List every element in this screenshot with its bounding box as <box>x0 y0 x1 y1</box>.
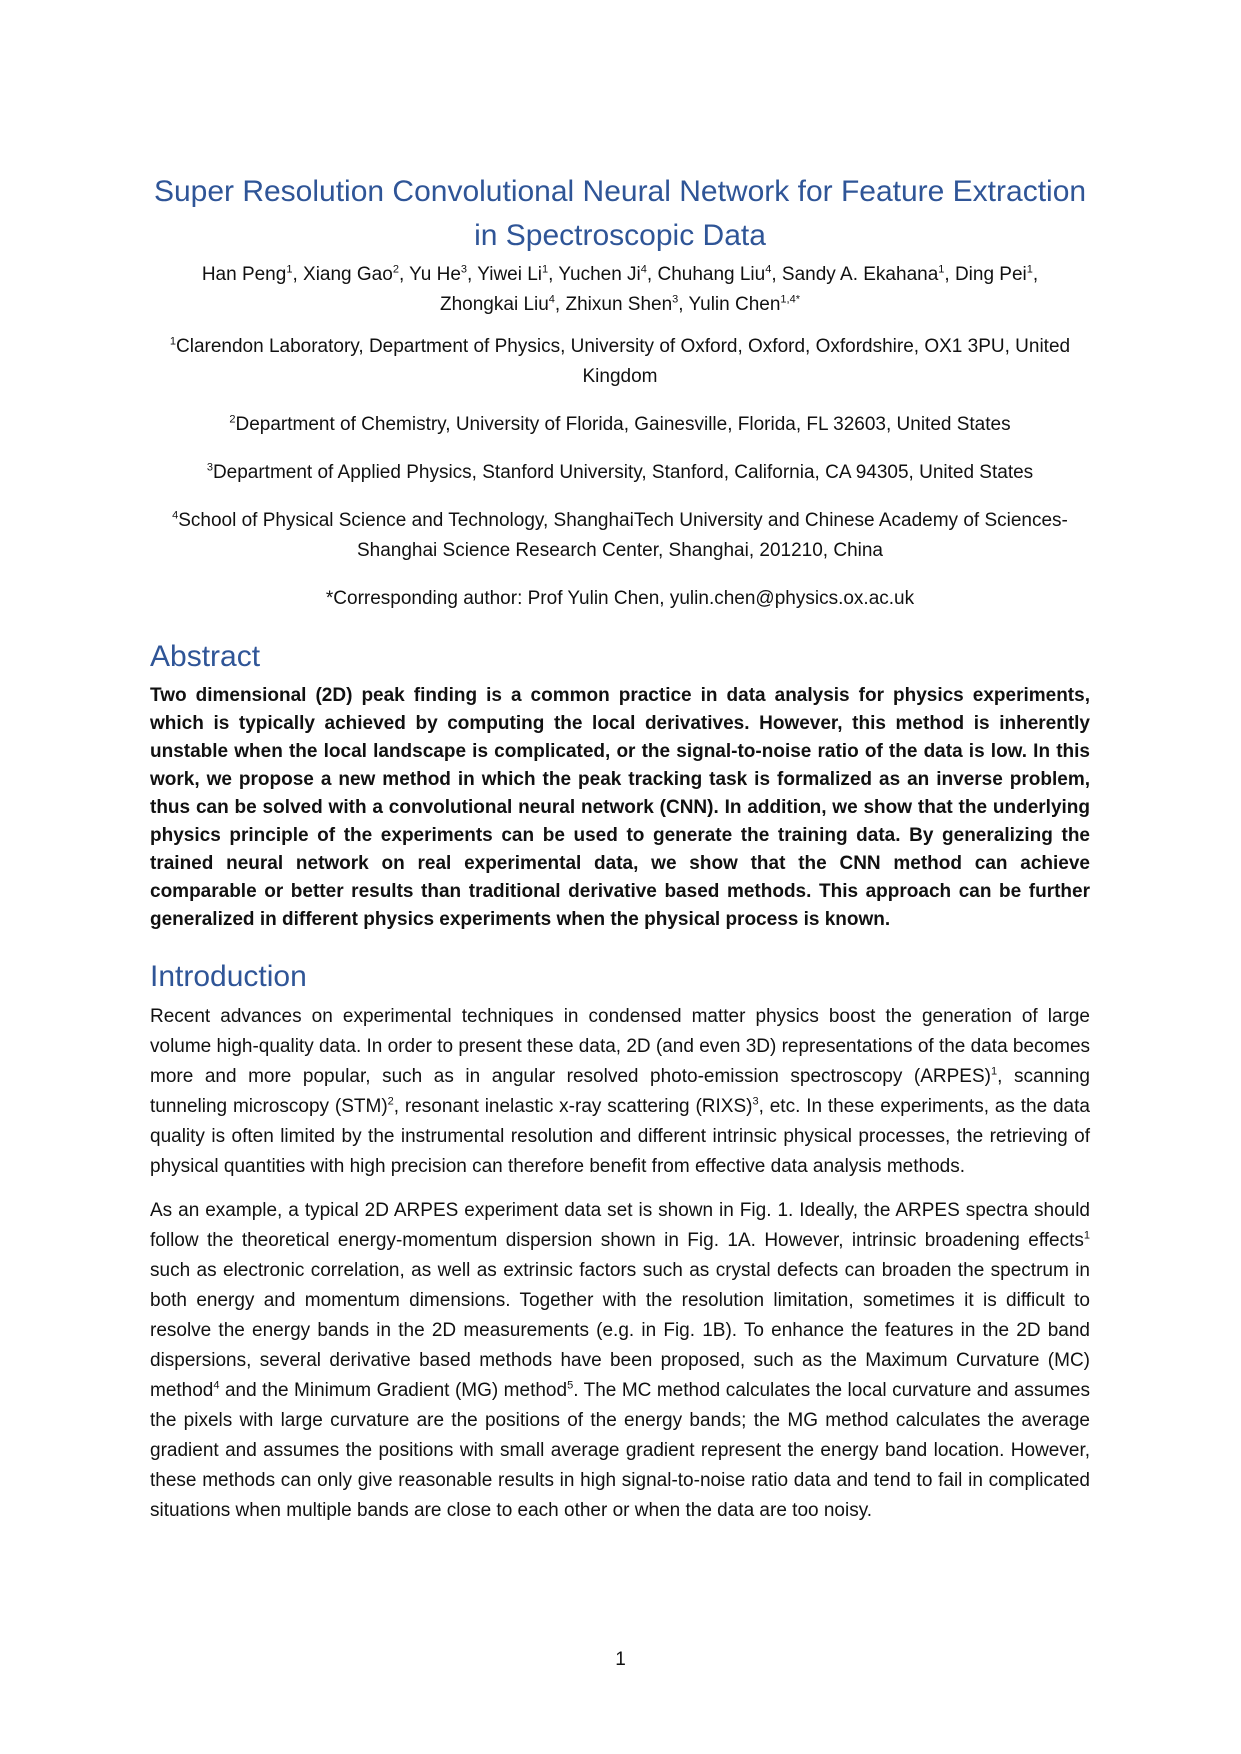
author-affiliation-mark: 1 <box>286 263 293 276</box>
text-run: As an example, a typical 2D ARPES experiment data set is shown in Fig. 1. Ideally, the ARPES spectra should follow the theoretical energy-momentum dispersion shown in Fig. 1A. However, intrinsic broadening effects <box>150 1200 1090 1251</box>
introduction-heading: Introduction <box>150 960 307 993</box>
paper-page <box>150 170 1090 1526</box>
author: Yulin Chen <box>688 294 781 315</box>
author-affiliation-mark: 1 <box>938 263 945 276</box>
citation-mark: 1 <box>1083 1229 1090 1242</box>
affiliation <box>150 332 1090 392</box>
author: Xiang Gao <box>303 264 393 285</box>
introduction-paragraph <box>150 1002 1090 1182</box>
citation-mark: 4 <box>213 1379 220 1392</box>
page-number: 1 <box>615 1649 626 1670</box>
abstract-heading: Abstract <box>150 640 261 673</box>
author-affiliation-mark: 3 <box>460 263 468 276</box>
author-affiliation-mark: 2 <box>392 263 399 276</box>
affiliation-text: Department of Applied Physics, Stanford University, Stanford, California, CA 94305, United States <box>212 462 1034 483</box>
author-affiliation-mark: 4 <box>640 263 647 276</box>
text-run: , scanning tunneling microscopy (STM) <box>150 1066 1090 1117</box>
author: Zhixun Shen <box>565 294 673 315</box>
citation-mark: 1 <box>990 1065 998 1078</box>
author: Yiwei Li <box>477 264 543 285</box>
author: Yuchen Ji <box>558 264 641 285</box>
text-run: and the Minimum Gradient (MG) method <box>219 1380 568 1401</box>
text-run: , resonant inelastic x-ray scattering (RIXS) <box>393 1096 753 1117</box>
affiliation-number: 2 <box>229 413 236 426</box>
author: Sandy A. Ekahana <box>781 264 939 285</box>
author-affiliation-mark: 1 <box>1026 263 1033 276</box>
text-run: , etc. In these experiments, as the data quality is often limited by the instrumental resolution and different intrinsic physical processes, the retrieving of physical quantities with high precision can therefore benefit from effective data analysis methods. <box>150 1096 1090 1177</box>
affiliation-number: 3 <box>206 461 213 474</box>
affiliation <box>150 410 1090 440</box>
text-run: such as electronic correlation, as well as extrinsic factors such as crystal defects can broaden the spectrum in both energy and momentum dimensions. Together with the resolution limitation, sometimes it is difficult to resolve the energy bands in the 2D measurements (e.g. in Fig. 1B). To enhance the features in the 2D band dispersions, several derivative based methods have been proposed, such as the Maximum Curvature (MC) method <box>150 1260 1090 1401</box>
text-run: Recent advances on experimental techniques in condensed matter physics boost the generation of large volume high-quality data. In order to present these data, 2D (and even 3D) representations of the data becomes more and more popular, such as in angular resolved photo-emission spectroscopy (ARPES) <box>150 1006 1091 1087</box>
citation-mark: 5 <box>567 1379 574 1392</box>
author-affiliation-mark: 1,4* <box>780 293 800 306</box>
corresponding-author: *Corresponding author: Prof Yulin Chen, yulin.chen@physics.ox.ac.uk <box>325 588 915 609</box>
introduction-paragraph <box>150 1196 1090 1526</box>
affiliation <box>150 506 1090 566</box>
citation-mark: 3 <box>752 1095 759 1108</box>
affiliation-number: 1 <box>169 335 177 348</box>
text-run: . The MC method calculates the local curvature and assumes the pixels with large curvature are the positions of the energy bands; the MG method calculates the average gradient and assumes the positions with small average gradient represent the energy band location. However, these methods can only give reasonable results in high signal-to-noise ratio data and tend to fail in complicated situations when multiple bands are close to each other or when the data are too noisy. <box>150 1380 1091 1521</box>
affiliation <box>150 458 1090 488</box>
affiliation-text: Department of Chemistry, University of Florida, Gainesville, Florida, FL 32603, United States <box>235 414 1011 435</box>
author-affiliation-mark: 4 <box>765 263 772 276</box>
author: Chuhang Liu <box>657 264 766 285</box>
affiliation-text: School of Physical Science and Technology, ShanghaiTech University and Chinese Academy of Sciences-Shanghai Science Research Center, Shanghai, 201210, China <box>178 510 1068 561</box>
abstract-text: Two dimensional (2D) peak finding is a common practice in data analysis for physics experiments, which is typically achieved by computing the local derivatives. However, this method is inherently unstable when the local landscape is complicated, or the signal-to-noise ratio of the data is low. In this work, we propose a new method in which the peak tracking task is formalized as an inverse problem, thus can be solved with a convolutional neural network (CNN). In addition, we show that the underlying physics principle of the experiments can be used to generate the training data. By generalizing the trained neural network on real experimental data, we show that the CNN method can achieve comparable or better results than traditional derivative based methods. This approach can be further generalized in different physics experiments when the physical process is known. <box>150 685 1090 930</box>
author: Ding Pei <box>954 264 1027 285</box>
author: Han Peng <box>201 264 287 285</box>
author-affiliation-mark: 1 <box>542 263 549 276</box>
affiliation-text: Clarendon Laboratory, Department of Physics, University of Oxford, Oxford, Oxfordshire, OX1 3PU, United Kingdom <box>176 336 1071 387</box>
author-affiliation-mark: 3 <box>672 293 679 306</box>
paper-title: Super Resolution Convolutional Neural Network for Feature Extraction in Spectroscopic Data <box>153 175 1087 252</box>
affiliation-number: 4 <box>172 509 179 522</box>
author-list: Han Peng$^1$, Xiang Gao$^2$, Yu He$^3$, Yiwei Li$^1$, Yuchen Ji$^4$, Chuhang Liu$^4$, Sandy A. Ekahana$^1$, Ding Pei$^1$, Zhongkai Liu$^4$, Zhixun Shen$^3$, Yulin Chen$^{1,4*}$ <box>201 263 1039 315</box>
citation-mark: 2 <box>387 1095 394 1108</box>
author: Zhongkai Liu <box>440 294 549 315</box>
author: Yu He <box>409 264 461 285</box>
author-affiliation-mark: 4 <box>548 293 555 306</box>
